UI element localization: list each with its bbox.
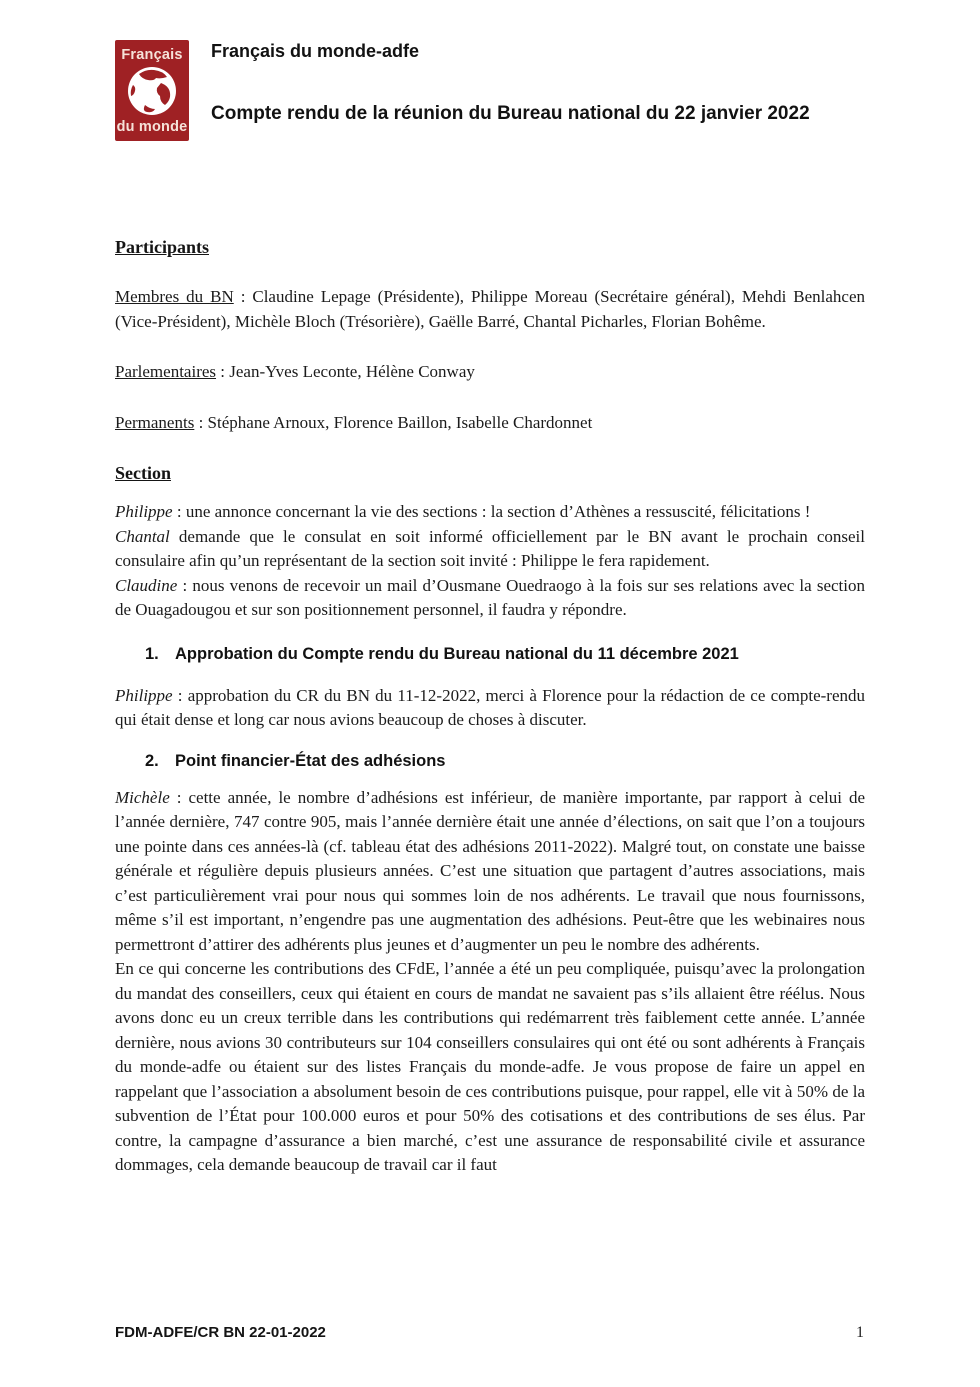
page-number: 1	[856, 1324, 864, 1341]
speaker-name: Claudine	[115, 575, 178, 595]
agenda-item-1-heading	[115, 643, 865, 665]
agenda-item-2-heading	[115, 750, 865, 772]
agenda-item-2-number: 2.	[145, 751, 159, 770]
footer-reference: FDM-ADFE/CR BN 22-01-2022	[115, 1324, 326, 1341]
paragraph-text: En ce qui concerne les contributions des CFdE, l’année a été un peu compliquée, puisqu’avec la prolongation du mandat des conseillers, ceux qui étaient en cours de mandat ne savaient pas s’ils allaient être réélus. Nous avons donc eu un creux terrible dans les contributions qui redémarrent très faiblement cette année. L’année dernière, nous avions 30 contributeurs sur 104 conseillers consulaires qui ont été ou sont adhérents à Français du monde-adfe ou étaient sur des listes Français du monde-adfe. Je vous propose de faire un appel en rappelant que l’association a absolument besoin de ces contributions puisque, pour rappel, elle vit à 50% de la subvention de l’État pour 100.000 euros et pour 50% des cotisations et des contributions de ses élus. Par contre, la campagne d’assurance a bien marché, c’est une assurance de responsabilité civile et assurance dommages, cela demande beaucoup de travail car il faut	[115, 959, 865, 1174]
section-heading: Section	[115, 463, 171, 483]
doc-title: Compte rendu de la réunion du Bureau national du 22 janvier 2022	[211, 103, 810, 124]
membres-paragraph	[115, 285, 865, 334]
speaker-text: : cette année, le nombre d’adhésions est inférieur, de manière importante, par rapport à celui de l’année dernière, 747 contre 905, mais l’année dernière était une année d’élections, on sait que l’on a toujours une pointe dans ces années-là (cf. tableau état des adhésions 2011-2022). Malgré tout, on constate une baisse générale et régulière depuis plusieurs années. C’est une situation que partagent d’autres associations, mais c’est particulièrement vrai pour nous qui sommes loin de nos adhérents. Le travail que nous fournissons, même s’il est important, n’engendre pas une augmentation des adhésions. Peut-être que les webinaires nous permettront d’attirer des adhérents plus jeunes et d’augmenter un peu le nombre des adhérents.	[115, 787, 865, 954]
doc-header	[115, 40, 865, 141]
logo-text-top: Français	[121, 47, 183, 63]
section-paragraph-philippe	[115, 500, 865, 525]
permanents-label: Permanents	[115, 412, 195, 432]
membres-text: : Claudine Lepage (Présidente), Philippe Moreau (Secrétaire général), Mehdi Benlahcen (Vice-Président), Michèle Bloch (Trésorière), Gaëlle Barré, Chantal Picharles, Florian Bohême.	[115, 287, 865, 331]
item1-paragraph-philippe	[115, 684, 865, 733]
parlementaires-label: Parlementaires	[115, 362, 217, 381]
agenda-item-1-title: Approbation du Compte rendu du Bureau national du 11 décembre 2021	[175, 644, 739, 663]
section-paragraph-chantal	[115, 525, 865, 574]
doc-footer	[115, 1324, 864, 1342]
membres-label: Membres du BN	[115, 287, 234, 306]
speaker-text: : nous venons de recevoir un mail d’Ousmane Ouedraogo à la fois sur ses relations avec la section de Ouagadougou et sur son positionnement personnel, il faudra y répondre.	[115, 575, 865, 619]
header-titles	[211, 40, 810, 141]
agenda-item-2-title: Point financier-État des adhésions	[175, 751, 446, 770]
speaker-text: : approbation du CR du BN du 11-12-2022, merci à Florence pour la rédaction de ce compte-rendu qui était dense et long car nous avions beaucoup de choses à discuter.	[115, 685, 865, 729]
globe-icon	[125, 65, 179, 117]
item2-paragraph-contributions	[115, 957, 865, 1178]
speaker-name: Chantal	[115, 526, 170, 546]
org-logo	[115, 40, 189, 141]
parlementaires-paragraph	[115, 360, 865, 385]
org-name: Français du monde-adfe	[211, 41, 420, 61]
speaker-name: Michèle	[115, 787, 170, 807]
participants-heading: Participants	[115, 237, 209, 257]
speaker-name: Philippe	[115, 685, 173, 705]
item2-paragraph-michele	[115, 786, 865, 958]
agenda-item-1-number: 1.	[145, 644, 159, 663]
section-paragraph-claudine	[115, 574, 865, 623]
permanents-text: : Stéphane Arnoux, Florence Baillon, Isabelle Chardonnet	[194, 412, 593, 432]
parlementaires-text: : Jean-Yves Leconte, Hélène Conway	[216, 362, 475, 381]
speaker-name: Philippe	[115, 502, 173, 521]
permanents-paragraph	[115, 411, 865, 436]
speaker-text: demande que le consulat en soit informé officiellement par le BN avant le prochain conseil consulaire afin qu’un représentant de la section soit invité : Philippe le fera rapidement.	[115, 526, 865, 570]
speaker-text: : une annonce concernant la vie des sections : la section d’Athènes a ressuscité, félicitations !	[172, 502, 811, 521]
logo-text-bottom: du monde	[116, 119, 188, 135]
